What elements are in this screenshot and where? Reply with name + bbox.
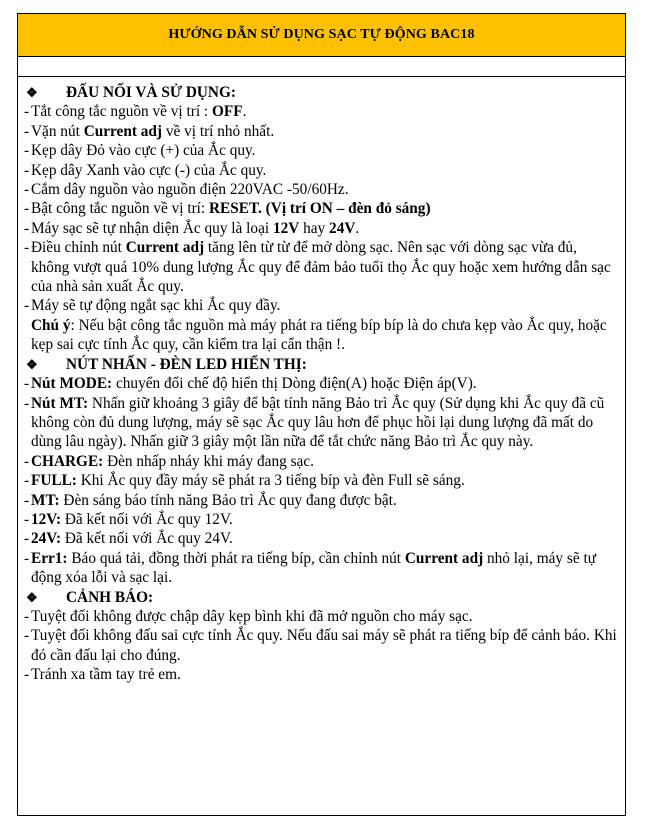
bold-run: CHARGE: (31, 452, 104, 470)
note-text: : Nếu bật công tắc nguồn mà máy phát ra tiếng bíp bíp là do chưa kẹp vào Ắc quy, hoặc kẹp sai cực tính Ắc quy, cần kiểm tra lại cẩn thận !. (31, 316, 607, 354)
list-item (24, 199, 617, 218)
section-heading-text: CẢNH BÁO: (66, 588, 154, 606)
list-item (24, 607, 617, 626)
list-item (24, 394, 617, 452)
list-item-text (31, 491, 617, 510)
list-item (24, 665, 617, 684)
list-item-text (31, 219, 617, 238)
bold-run: Nút MT: (31, 394, 89, 412)
section-heading (24, 355, 617, 374)
list-item-text (31, 374, 617, 393)
list-item-text (31, 452, 617, 471)
dash-bullet: - (24, 452, 30, 470)
title-bar (18, 14, 625, 57)
bold-run: 24V (329, 219, 356, 237)
text-run: chuyển đổi chế độ hiển thị Dòng điện(A) hoặc Điện áp(V). (112, 375, 477, 393)
list-item-text (31, 180, 617, 199)
section-heading-text: ĐẤU NỐI VÀ SỬ DỤNG: (66, 84, 236, 101)
dash-bullet: - (24, 666, 30, 684)
list-item-text (31, 607, 617, 626)
note-label: Chú ý (31, 316, 71, 334)
dash-bullet: - (24, 200, 30, 218)
list-item (24, 180, 617, 199)
list-item-text (31, 296, 617, 315)
list-item-text (31, 238, 617, 296)
list-item-text (31, 529, 617, 548)
bold-run: RESET. (Vị trí ON – đèn đỏ sáng) (209, 200, 431, 218)
text-run: về vị trí nhỏ nhất. (162, 122, 275, 140)
list-item (24, 529, 617, 548)
bold-run: Current adj (125, 239, 205, 257)
text-run: nhỏ lại, máy sẽ tự động xóa lỗi và sạc lại. (31, 549, 596, 587)
dash-bullet: - (24, 491, 30, 509)
text-run: Kẹp dây Đỏ vào cực (+) của Ắc quy. (31, 142, 256, 160)
text-run: Điều chỉnh nút (31, 239, 126, 257)
bold-run: Current adj (404, 549, 484, 567)
dash-bullet: - (24, 122, 30, 140)
bold-run: 12V (272, 219, 300, 237)
text-run: Máy sẽ tự động ngắt sạc khi Ắc quy đầy. (31, 297, 281, 315)
list-item-text (31, 471, 617, 490)
text-run: . (355, 219, 360, 237)
list-item (24, 491, 617, 510)
dash-bullet: - (24, 510, 30, 528)
list-item-text (31, 510, 617, 529)
bold-run: MT: (31, 491, 60, 509)
list-item-text (31, 141, 617, 160)
list-item (24, 374, 617, 393)
bold-run: 24V: (31, 530, 62, 548)
dash-bullet: - (24, 394, 30, 412)
text-run: Đã kết nối với Ắc quy 12V. (61, 510, 233, 528)
text-run: Đèn nhấp nháy khi máy đang sạc. (103, 452, 314, 470)
dash-bullet: - (24, 103, 30, 121)
list-item-text (31, 549, 617, 588)
page-title: HƯỚNG DẪN SỬ DỤNG SẠC TỰ ĐỘNG BAC18 (168, 27, 475, 42)
text-run: Báo quá tải, đồng thời phát ra tiếng bíp, cần chỉnh nút (67, 549, 405, 567)
dash-bullet: - (24, 142, 30, 160)
content-body (18, 77, 625, 685)
text-run: hay (299, 219, 330, 237)
bold-run: FULL: (31, 472, 77, 490)
text-run: Cắm dây nguồn vào nguồn điện 220VAC -50/60Hz. (31, 181, 349, 199)
list-item (24, 626, 617, 665)
note (24, 316, 617, 355)
text-run: Đã kết nối với Ắc quy 24V. (61, 530, 233, 548)
bold-run: Current adj (83, 122, 163, 140)
bold-run: OFF (211, 103, 243, 121)
list-item (24, 102, 617, 121)
text-run: Tuyệt đối không được chập dây kẹp bình khi đã mở nguồn cho máy sạc. (31, 607, 473, 625)
text-run: Tắt công tắc nguồn về vị trí : (31, 103, 212, 121)
section-heading (24, 83, 617, 102)
list-item (24, 161, 617, 180)
list-item (24, 238, 617, 296)
list-item-text (31, 102, 617, 121)
list-item-text (31, 665, 617, 684)
dash-bullet: - (24, 472, 30, 490)
text-run: Máy sạc sẽ tự nhận diện Ắc quy là loại (31, 219, 273, 237)
dash-bullet: - (24, 219, 30, 237)
list-item (24, 471, 617, 490)
text-run: Vặn nút (31, 122, 84, 140)
text-run: Tuyệt đối không đấu sai cực tính Ắc quy. Nếu đấu sai máy sẽ phát ra tiếng bíp để cảnh báo. Khi đó cần đấu lại cho đúng. (31, 627, 617, 664)
text-run: tăng lên từ từ để mở dòng sạc. Nên sạc với dòng sạc vừa đủ, không vượt quá 10% dung lượng Ắc quy để đảm bảo tuổi thọ Ắc quy hoặc xem hướng dẫn sạc của nhà sản xuất Ắc quy. (31, 239, 611, 296)
text-run: Nhấn giữ khoảng 3 giây để bật tính năng Bảo trì Ắc quy (Sử dụng khi Ắc quy đã cũ không còn đủ dung lượng, máy sẽ sạc Ắc quy lâu hơn để phục hồi lại dung lượng đã mất do dùng lâu ngày). Nhấn giữ 3 giây một lần nữa để tắt chức năng Bảo trì Ắc quy này. (31, 394, 605, 451)
list-item-text (31, 122, 617, 141)
dash-bullet: - (24, 549, 30, 567)
list-item (24, 452, 617, 471)
text-run: Khi Ắc quy đầy máy sẽ phát ra 3 tiếng bíp và đèn Full sẽ sáng. (76, 472, 465, 490)
list-item (24, 296, 617, 315)
text-run: Bật công tắc nguồn về vị trí: (31, 200, 209, 218)
list-item-text (31, 161, 617, 180)
text-run: Tránh xa tầm tay trẻ em. (31, 666, 181, 684)
instruction-sheet (17, 13, 626, 816)
header-spacer (18, 57, 625, 77)
dash-bullet: - (24, 161, 30, 179)
dash-bullet: - (24, 239, 30, 257)
list-item-text (31, 394, 617, 452)
text-run: Đèn sáng báo tính năng Bảo trì Ắc quy đang được bật. (59, 491, 397, 509)
diamond-bullet-icon: ❖ (26, 356, 38, 372)
list-item-text (31, 199, 617, 218)
text-run: . (242, 103, 247, 121)
dash-bullet: - (24, 627, 30, 645)
list-item (24, 549, 617, 588)
section-heading-text: NÚT NHẤN - ĐÈN LED HIỂN THỊ: (66, 355, 307, 373)
dash-bullet: - (24, 607, 30, 625)
bold-run: Nút MODE: (31, 375, 113, 393)
diamond-bullet-icon: ❖ (26, 589, 38, 605)
section-heading (24, 588, 617, 607)
dash-bullet: - (24, 530, 30, 548)
list-item-text (31, 626, 617, 665)
list-item (24, 141, 617, 160)
bold-run: 12V: (31, 510, 62, 528)
list-item (24, 122, 617, 141)
list-item (24, 219, 617, 238)
bold-run: Err1: (31, 549, 68, 567)
dash-bullet: - (24, 375, 30, 393)
list-item (24, 510, 617, 529)
dash-bullet: - (24, 297, 30, 315)
dash-bullet: - (24, 181, 30, 199)
text-run: Kẹp dây Xanh vào cực (-) của Ắc quy. (31, 161, 267, 179)
diamond-bullet-icon: ❖ (26, 85, 38, 100)
